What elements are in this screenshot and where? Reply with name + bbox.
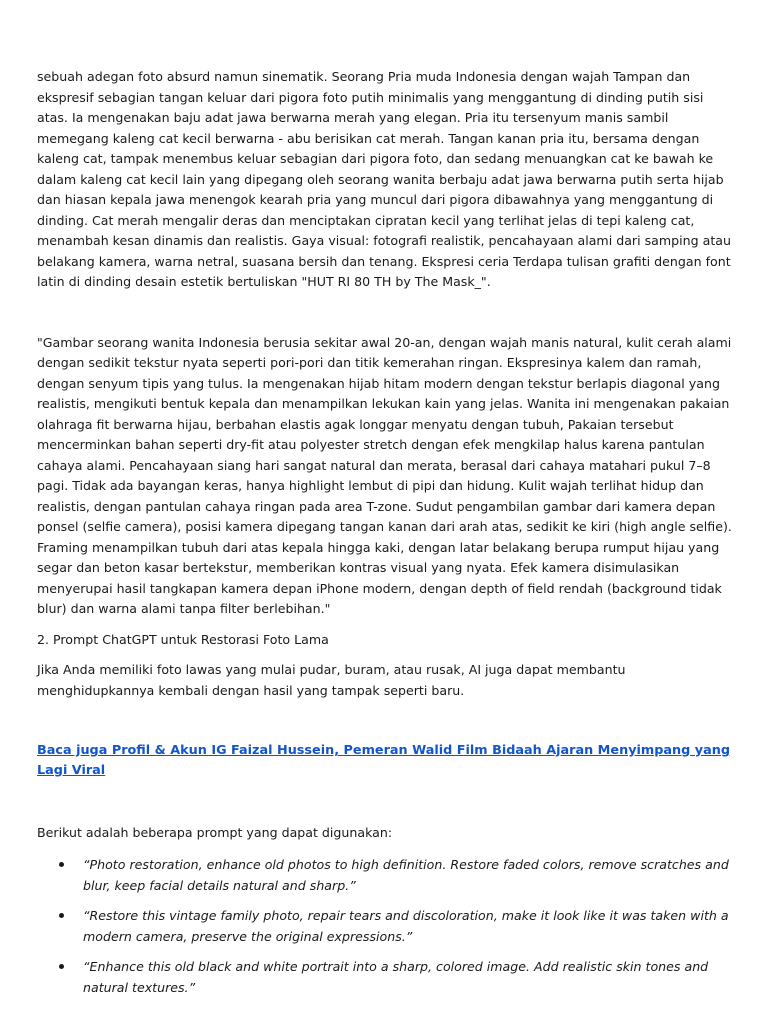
section-heading-photo-restoration: 2. Prompt ChatGPT untuk Restorasi Foto Lama xyxy=(37,631,329,647)
list-item: “Enhance this old black and white portrait into a sharp, colored image. Add realistic skin tones and natural textures.” xyxy=(37,956,735,998)
article-body xyxy=(37,67,735,1007)
paragraph-absurd-photo-prompt: sebuah adegan foto absurd namun sinematik. Seorang Pria muda Indonesia dengan wajah Tampan dan ekspresif sebagian tangan keluar dari pigora foto putih minimalis yang menggantung di dinding putih sisi atas. Ia mengenakan baju adat jawa berwarna merah yang elegan. Pria itu tersenyum manis sambil memegang kaleng cat kecil berwarna - abu berisikan cat merah. Tangan kanan pria itu, bersama dengan kaleng cat, tampak menembus keluar sebagian dari pigora foto, dan sedang menuangkan cat ke bawah ke dalam kaleng cat kecil lain yang dipegang oleh seorang wanita berbaju adat jawa berwarna putih serta hijab dan hiasan kepala jawa menengok kearah pria yang muncul dari pigora dibawahnya yang menggantung di dinding. Cat merah mengalir deras dan menciptakan cipratan kecil yang terlihat jelas di tepi kaleng cat, menambah kesan dinamis dan realistis. Gaya visual: fotografi realistik, pencahayaan alami dari samping atau belakang kamera, warna netral, suasana bersih dan tenang. Ekspresi ceria Terdapa tulisan grafiti dengan font latin di dinding desain estetik bertuliskan "HUT RI 80 TH by The Mask_". xyxy=(37,69,731,289)
related-article-link[interactable]: Baca juga Profil & Akun IG Faizal Hussein, Pemeran Walid Film Bidaah Ajaran Menyimpang yang Lagi Viral xyxy=(37,743,731,778)
list-item: “Restore this vintage family photo, repair tears and discoloration, make it look like it was taken with a modern camera, preserve the original expressions.” xyxy=(37,905,735,947)
list-item: “Photo restoration, enhance old photos to high definition. Restore faded colors, remove scratches and blur, keep facial details natural and sharp.” xyxy=(37,854,735,896)
paragraph-restoration-intro: Jika Anda memiliki foto lawas yang mulai pudar, buram, atau rusak, AI juga dapat membantu menghidupkannya kembali dengan hasil yang tampak seperti baru. xyxy=(37,662,626,698)
paragraph-hijab-selfie-prompt: "Gambar seorang wanita Indonesia berusia sekitar awal 20-an, dengan wajah manis natural, kulit cerah alami dengan sedikit tekstur nyata seperti pori-pori dan titik kemerahan ringan. Ekspresinya kalem dan ramah, dengan senyum tipis yang tulus. Ia mengenakan hijab hitam modern dengan tekstur berlapis diagonal yang realistis, mengikuti bentuk kepala dan menampilkan lekukan kain yang jelas. Wanita ini mengenakan pakaian olahraga fit berwarna hijau, berbahan elastis agak longgar menyatu dengan tubuh, Pakaian tersebut mencerminkan bahan seperti dry-fit atau polyester stretch dengan efek mengkilap halus karena pantulan cahaya alami. Pencahayaan siang hari sangat natural dan merata, berasal dari cahaya matahari pukul 7–8 pagi. Tidak ada bayangan keras, hanya highlight lembut di pipi dan hidung. Kulit wajah terlihat hidup dan realistis, dengan pantulan cahaya ringan pada area T-zone. Sudut pengambilan gambar dari kamera depan ponsel (selfie camera), posisi kamera dipegang tangan kanan dari arah atas, sedikit ke kiri (high angle selfie). Framing menampilkan tubuh dari atas kepala hingga kaki, dengan latar belakang berupa rumput hijau yang segar dan beton kasar bertekstur, memberikan kontras visual yang nyata. Efek kamera disimulasikan menyerupai hasil tangkapan kamera depan iPhone modern, dengan depth of field rendah (background tidak blur) dan warna alami tanpa filter berlebihan." xyxy=(37,334,732,616)
prompt-list xyxy=(37,854,735,998)
paragraph-prompt-list-intro: Berikut adalah beberapa prompt yang dapat digunakan: xyxy=(37,825,393,840)
related-article xyxy=(37,741,735,781)
